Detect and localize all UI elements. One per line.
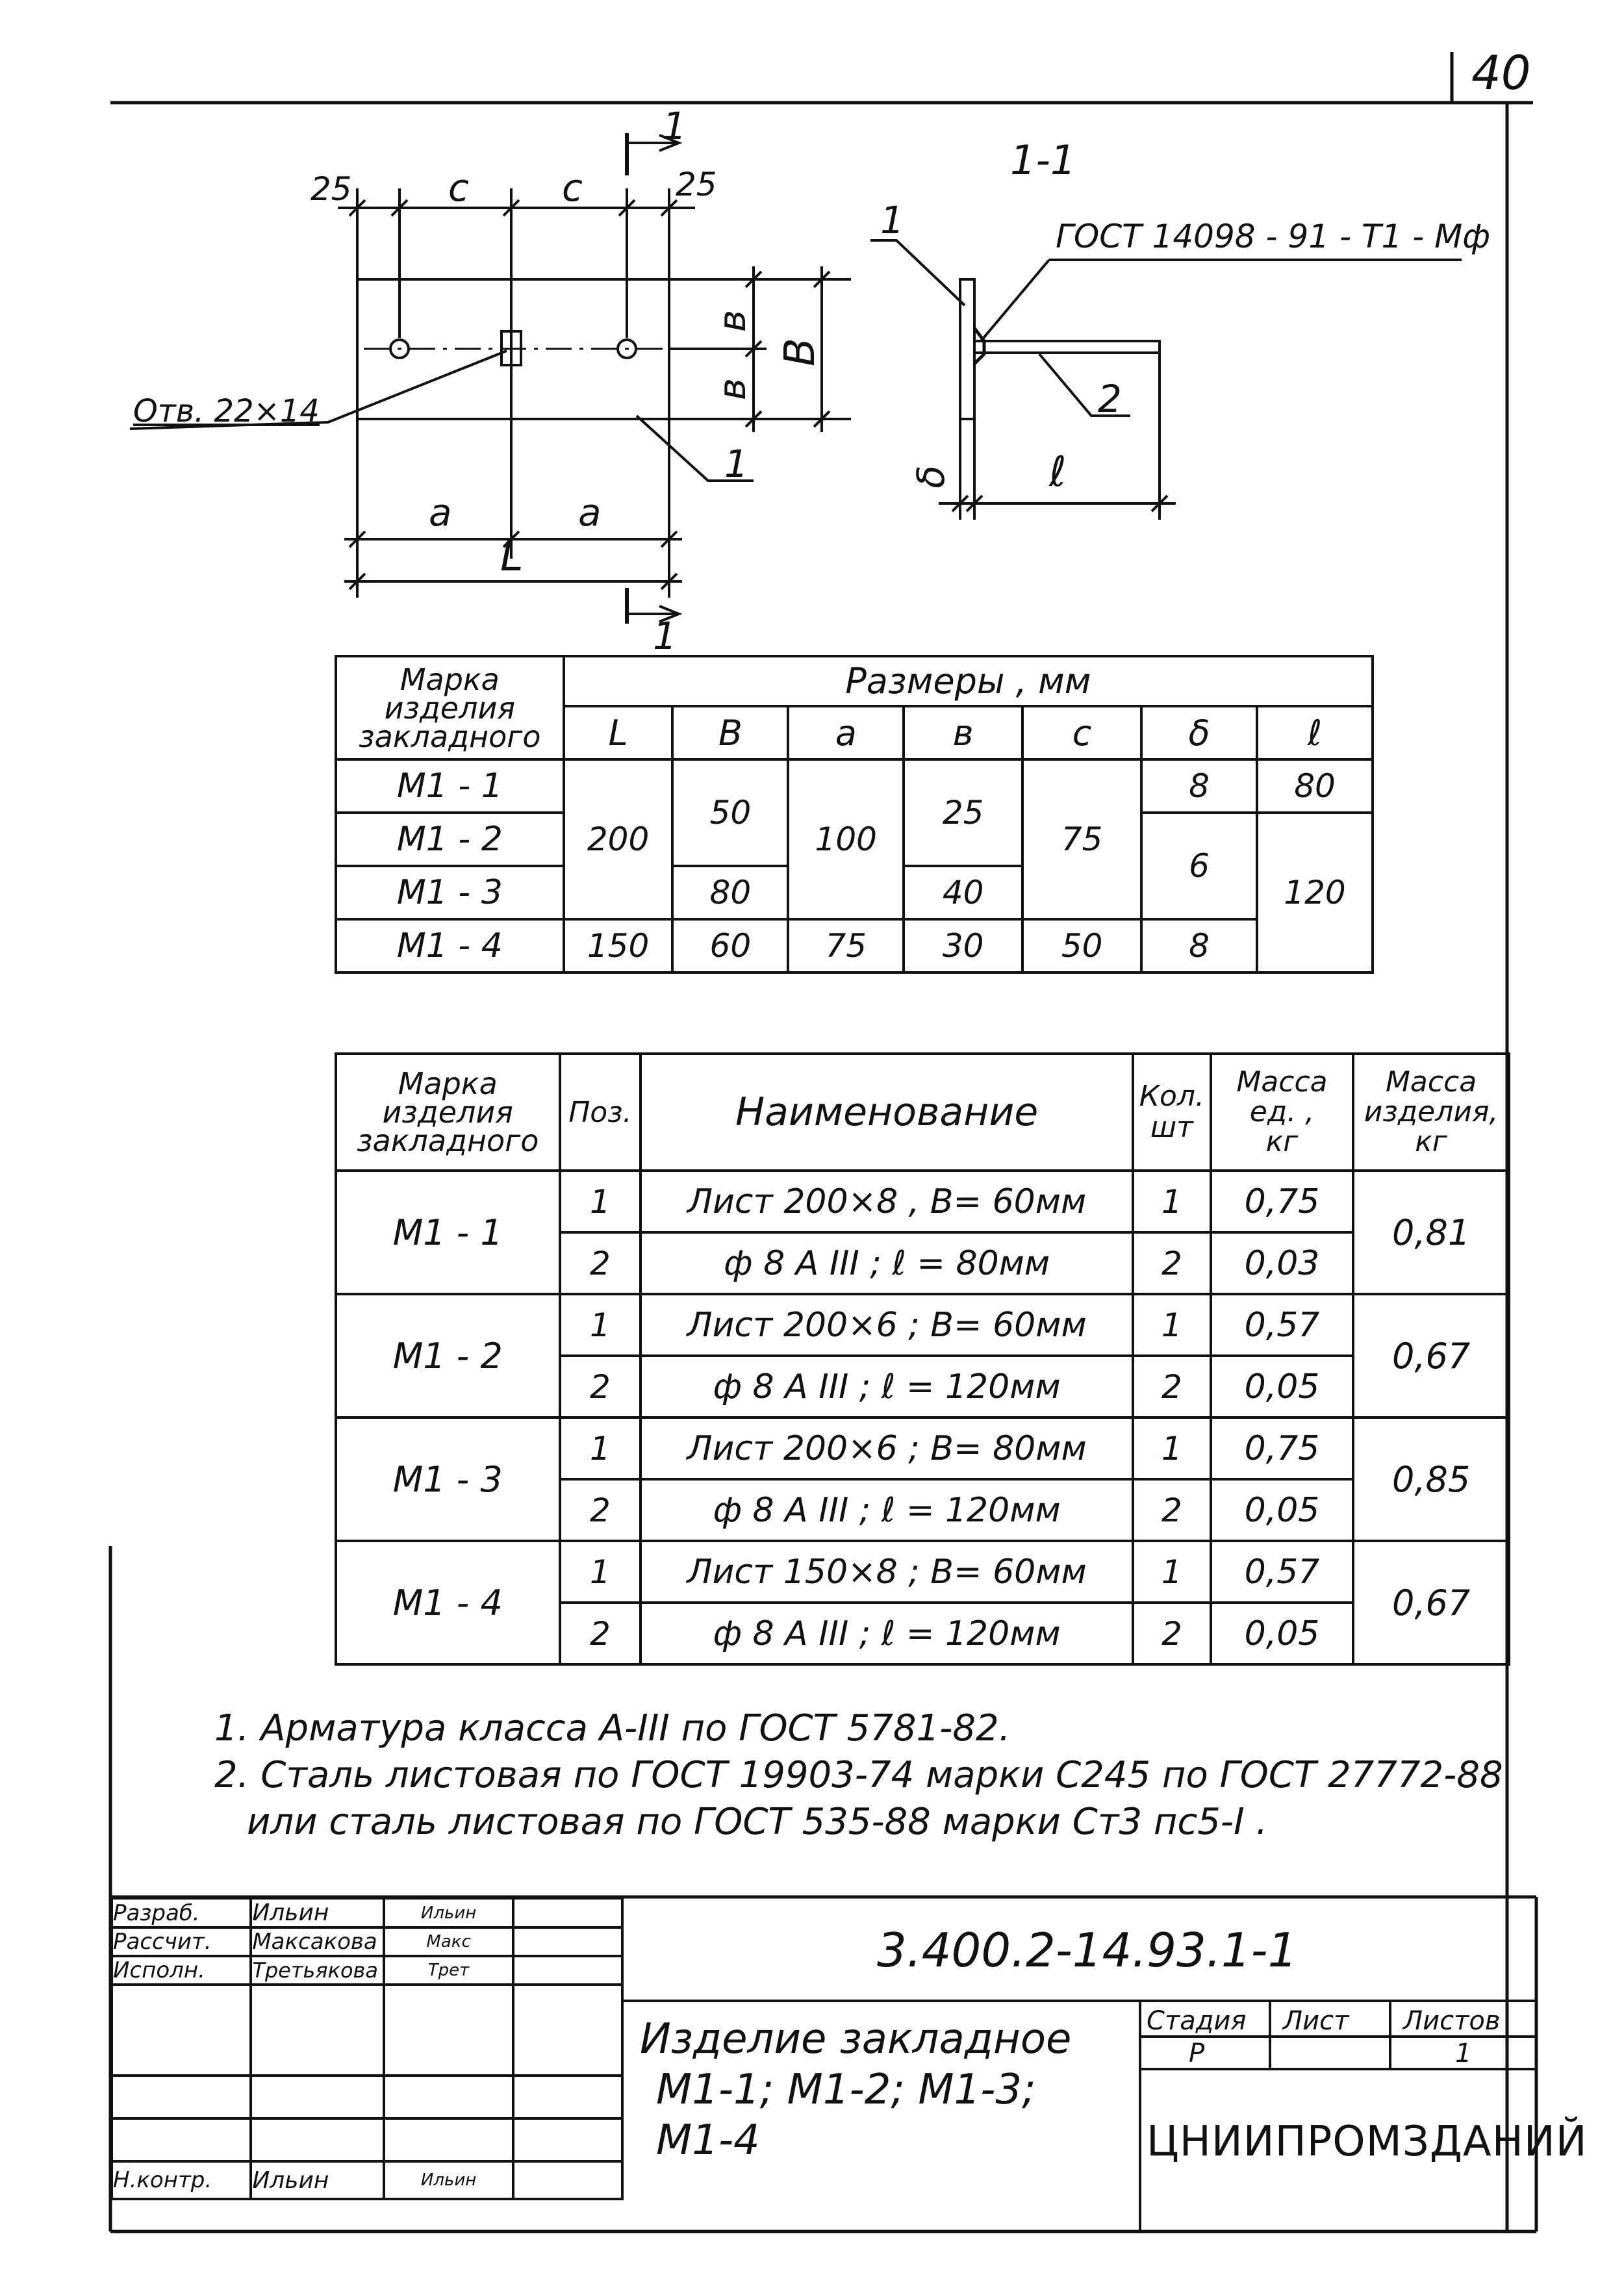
person-name: Ильин [251, 2161, 384, 2199]
spec-mass: 0,75 [1211, 1171, 1353, 1232]
role: Исполн. [112, 1956, 251, 1985]
dim-b-top: в [710, 309, 755, 333]
spec-name: ф 8 A III ; ℓ = 120мм [641, 1479, 1133, 1541]
cell: 120 [1257, 813, 1373, 972]
position-1-plan: 1 [724, 442, 748, 486]
spec-total-mass: 0,67 [1353, 1541, 1509, 1664]
document-title: Изделие закладное М1-1; М1-2; М1-3; М1-4 [640, 2015, 1072, 2165]
person-name: Максакова [251, 1927, 384, 1956]
cell: 8 [1141, 759, 1257, 813]
page-number: 40 [1471, 45, 1531, 100]
spec-header-pos: Поз. [560, 1054, 641, 1171]
cell: 30 [904, 919, 1022, 972]
dim-delta: δ [908, 465, 953, 489]
note-2: 2. Сталь листовая по ГОСТ 19903-74 марки С245 по ГОСТ 27772-88 [214, 1754, 1503, 1796]
cell: 6 [1141, 813, 1257, 919]
section-title: 1-1 [1010, 136, 1076, 184]
spec-qty: 1 [1133, 1294, 1211, 1356]
spec-pos: 2 [560, 1479, 641, 1541]
spec-mark: М1 - 2 [336, 1294, 560, 1417]
person-name: Третьякова [251, 1956, 384, 1985]
spec-name: Лист 150×8 ; B= 60мм [641, 1541, 1133, 1603]
dim-25-left: 25 [311, 170, 352, 208]
col-l: ℓ [1257, 706, 1373, 759]
cell: 8 [1141, 919, 1257, 972]
person-name: Ильин [251, 1898, 384, 1927]
dim-25-right: 25 [676, 166, 717, 203]
row-mark: М1 - 2 [336, 813, 564, 866]
header-sizes: Размеры , мм [564, 656, 1373, 706]
spec-qty: 1 [1133, 1171, 1211, 1232]
dim-a-left: a [429, 490, 452, 535]
spec-mass: 0,75 [1211, 1417, 1353, 1479]
spec-name: ф 8 A III ; ℓ = 120мм [641, 1603, 1133, 1664]
spec-mass: 0,05 [1211, 1603, 1353, 1664]
cell: 75 [788, 919, 904, 972]
spec-total-mass: 0,81 [1353, 1171, 1509, 1294]
spec-total-mass: 0,67 [1353, 1294, 1509, 1417]
spec-qty: 2 [1133, 1356, 1211, 1417]
role: Рассчит. [112, 1927, 251, 1956]
spec-name: Лист 200×6 ; B= 60мм [641, 1294, 1133, 1356]
stage-value: Р [1189, 2039, 1205, 2068]
cell: 150 [564, 919, 673, 972]
role: Разраб. [112, 1898, 251, 1927]
section-mark-top: 1 [663, 104, 687, 148]
spec-pos: 1 [560, 1417, 641, 1479]
cell: 60 [672, 919, 788, 972]
signature: Ильин [384, 2161, 513, 2199]
cell: 100 [788, 759, 904, 919]
dim-l: ℓ [1049, 448, 1067, 496]
position-1-section: 1 [880, 198, 904, 242]
section-mark-bottom: 1 [653, 614, 677, 658]
cell: 40 [904, 866, 1022, 919]
col-delta: δ [1141, 706, 1257, 759]
spec-name: ф 8 A III ; ℓ = 120мм [641, 1356, 1133, 1417]
spec-mark: М1 - 1 [336, 1171, 560, 1294]
row-mark: М1 - 3 [336, 866, 564, 919]
spec-mass: 0,03 [1211, 1232, 1353, 1294]
col-b: в [904, 706, 1022, 759]
spec-pos: 1 [560, 1294, 641, 1356]
dim-L: L [500, 533, 524, 581]
spec-pos: 2 [560, 1356, 641, 1417]
dim-a-right: a [578, 490, 602, 535]
spec-pos: 1 [560, 1541, 641, 1603]
spec-header-total-mass: Масса изделия, кг [1353, 1054, 1509, 1171]
spec-qty: 1 [1133, 1417, 1211, 1479]
note-1: 1. Арматура класса А-III по ГОСТ 5781-82. [214, 1707, 1011, 1749]
spec-mass: 0,57 [1211, 1541, 1353, 1603]
weld-standard-label: ГОСТ 14098 - 91 - Т1 - Мф [1056, 218, 1490, 255]
sheets-value: 1 [1455, 2039, 1472, 2068]
dim-c-left: c [448, 166, 469, 210]
sheets-label: Листов [1403, 2006, 1501, 2036]
dim-b-bottom: в [710, 377, 755, 401]
cell: 80 [672, 866, 788, 919]
row-mark: М1 - 1 [336, 759, 564, 813]
note-2-continuation: или сталь листовая по ГОСТ 535-88 марки Ст3 пс5-I . [247, 1801, 1268, 1843]
spec-header-qty: Кол. шт [1133, 1054, 1211, 1171]
spec-mass: 0,57 [1211, 1294, 1353, 1356]
col-a: a [788, 706, 904, 759]
spec-mass: 0,05 [1211, 1356, 1353, 1417]
col-c: c [1022, 706, 1141, 759]
cell: 80 [1257, 759, 1373, 813]
spec-name: ф 8 A III ; ℓ = 80мм [641, 1232, 1133, 1294]
cell: 50 [1022, 919, 1141, 972]
hole-label: Отв. 22×14 [133, 393, 320, 429]
spec-qty: 2 [1133, 1479, 1211, 1541]
spec-qty: 2 [1133, 1603, 1211, 1664]
signature: Ильин [384, 1898, 513, 1927]
spec-mark: М1 - 4 [336, 1541, 560, 1664]
spec-qty: 1 [1133, 1541, 1211, 1603]
sheet-label: Лист [1283, 2006, 1349, 2036]
role: Н.контр. [112, 2161, 251, 2199]
col-L: L [564, 706, 673, 759]
header-mark: Марка изделия закладного [336, 656, 564, 759]
organization-name: ЦНИИПРОМЗДАНИЙ [1147, 2118, 1588, 2166]
cell: 25 [904, 759, 1022, 866]
spec-name: Лист 200×6 ; B= 80мм [641, 1417, 1133, 1479]
cell: 200 [564, 759, 673, 919]
spec-pos: 1 [560, 1171, 641, 1232]
signature: Трет [384, 1956, 513, 1985]
spec-mark: М1 - 3 [336, 1417, 560, 1541]
spec-mass: 0,05 [1211, 1479, 1353, 1541]
stage-label: Стадия [1147, 2006, 1247, 2036]
dim-B: B [776, 338, 824, 366]
cell: 50 [672, 759, 788, 866]
col-B: B [672, 706, 788, 759]
spec-name: Лист 200×8 , B= 60мм [641, 1171, 1133, 1232]
spec-pos: 2 [560, 1232, 641, 1294]
dim-c-right: c [562, 166, 583, 210]
spec-header-mark: Марка изделия закладного [336, 1054, 560, 1171]
document-code: 3.400.2-14.93.1-1 [877, 1923, 1298, 1977]
spec-header-unit-mass: Масса ед. , кг [1211, 1054, 1353, 1171]
spec-header-name: Наименование [641, 1054, 1133, 1171]
signature: Макс [384, 1927, 513, 1956]
spec-pos: 2 [560, 1603, 641, 1664]
row-mark: М1 - 4 [336, 919, 564, 972]
spec-qty: 2 [1133, 1232, 1211, 1294]
cell: 75 [1022, 759, 1141, 919]
spec-total-mass: 0,85 [1353, 1417, 1509, 1541]
position-2-section: 2 [1098, 377, 1122, 421]
